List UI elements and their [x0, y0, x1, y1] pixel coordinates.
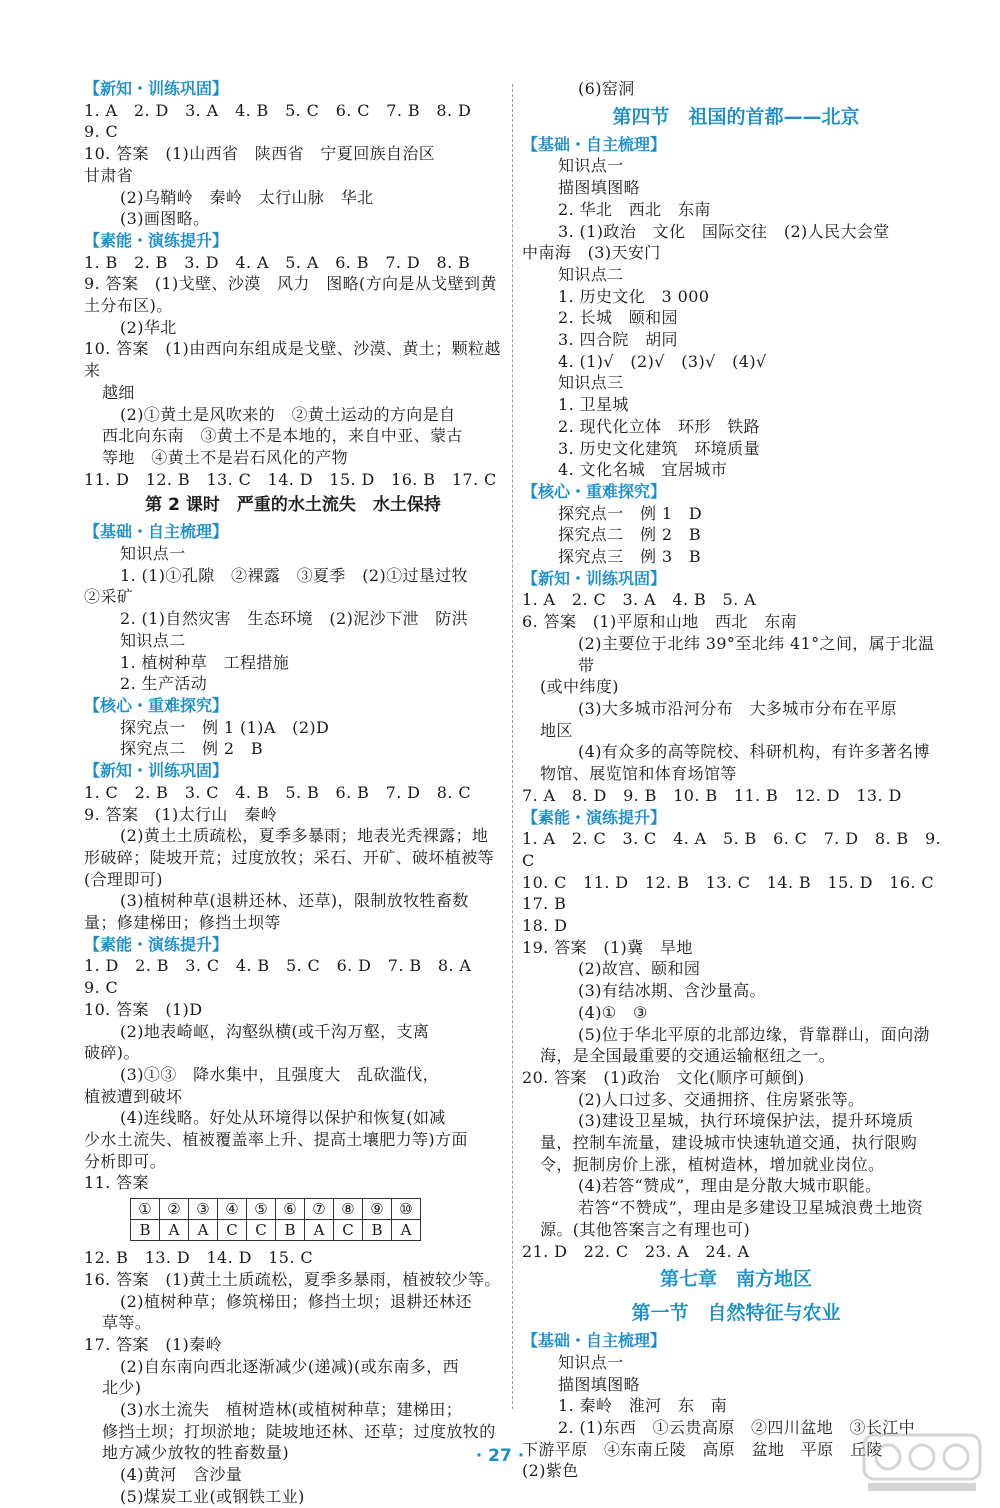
answer-line: 1. A 2. C 3. C 4. A 5. B 6. C 7. D 8. B 9. C — [522, 829, 947, 870]
answer-table-cell: C — [334, 1220, 363, 1241]
answer-line: (5)煤炭工业(或钢铁工业) — [120, 1486, 305, 1506]
answer-line: 2. 长城 颐和园 — [558, 308, 678, 328]
answer-line: (3)画图略。 — [120, 209, 210, 229]
answer-line: (合理即可) — [84, 869, 163, 889]
left-column — [84, 78, 502, 1508]
answer-table-cell: A — [189, 1220, 218, 1241]
answer-line: 中南海 (3)天安门 — [522, 243, 661, 263]
answer-table-cell: B — [131, 1220, 160, 1241]
answer-line: 9. 答案 (1)戈壁、沙漠 风力 图略(方向是从戈壁到黄 — [84, 274, 497, 294]
lesson-heading: 第 2 课时 严重的水土流失 水土保持 — [145, 495, 441, 516]
answer-line: (2)紫色 — [522, 1461, 579, 1481]
answer-line: 探究点二 例 2 B — [558, 525, 702, 545]
section-tag: 【核心・重难探究】 — [84, 695, 229, 715]
answer-line: (4)若答“赞成”，理由是分散大城市职能。 — [578, 1176, 882, 1196]
answer-line: 1. A 2. D 3. A 4. B 5. C 6. C 7. B 8. D 9. C — [84, 100, 488, 142]
answer-line: 知识点三 — [558, 373, 624, 393]
answer-table-cell: B — [363, 1220, 392, 1241]
section-tag: 【新知・训练巩固】 — [84, 79, 229, 98]
answer-line: 17. 答案 (1)秦岭 — [84, 1334, 222, 1354]
answer-line: 量；修建梯田；修挡土坝等 — [84, 913, 281, 933]
answer-line: (3)植树种草(退耕还林、还草)，限制放牧牲畜数 — [120, 891, 469, 911]
answer-line: 10. C 11. D 12. B 13. C 14. B 15. D 16. C 17. B — [522, 872, 951, 914]
answer-line: 6. 答案 (1)平原和山地 西北 东南 — [522, 612, 798, 632]
answer-table-cell: C — [247, 1220, 276, 1241]
answer-line: 1. D 2. B 3. C 4. B 5. C 6. D 7. B 8. A 9. C — [84, 956, 488, 998]
answer-line: 分析即可。 — [84, 1151, 167, 1171]
answer-line: 18. D — [522, 916, 568, 936]
chapter-heading: 第一节 自然特征与农业 — [631, 1302, 841, 1325]
answer-line: 2. (1)东西 ①云贵高原 ②四川盆地 ③长江中 — [558, 1418, 916, 1438]
answer-line: 西北向东南 ③黄土不是本地的，来自中亚、蒙古 — [102, 426, 463, 446]
answer-line: 越细 — [102, 382, 135, 402]
right-column — [522, 78, 950, 1482]
answer-table-cell: A — [392, 1220, 421, 1241]
answer-table-cell: ⑦ — [305, 1199, 334, 1220]
answer-table-cell: ① — [131, 1199, 160, 1220]
section-tag: 【素能・演练提升】 — [84, 230, 229, 250]
answer-line: (3)建设卫星城，执行环境保护法，提升环境质 — [578, 1111, 914, 1131]
answer-line: (5)位于华北平原的北部边缘，背靠群山，面向渤 — [578, 1024, 930, 1044]
chapter-heading: 第四节 祖国的首都——北京 — [612, 105, 860, 128]
answer-line: 令，扼制房价上涨，植树造林，增加就业岗位。 — [540, 1154, 885, 1174]
answer-line: (3)水土流失 植树造林(或植树种草；建梯田； — [120, 1400, 463, 1420]
answer-line: 11. 答案 — [84, 1173, 149, 1193]
answer-line: 探究点一 例 1 (1)A (2)D — [120, 717, 330, 737]
column-divider — [512, 84, 513, 1409]
answer-line: 3. 四合院 胡同 — [558, 330, 678, 350]
answer-line: 地区 — [540, 720, 573, 740]
answer-line: 探究点二 例 2 B — [120, 739, 264, 759]
answer-line: (2)黄土土质疏松，夏季多暴雨；地表光秃裸露；地 — [120, 826, 489, 846]
answer-line: (2)人口过多、交通拥挤、住房紧张等。 — [578, 1089, 865, 1109]
answer-line: 2. 生产活动 — [120, 674, 208, 694]
answer-line: 2. 华北 西北 东南 — [558, 199, 711, 219]
answer-table-row — [131, 1220, 421, 1241]
answer-line: 知识点一 — [120, 544, 186, 564]
answer-table-cell: ④ — [218, 1199, 247, 1220]
answer-table-cell: ⑥ — [276, 1199, 305, 1220]
answer-line: 1. C 2. B 3. C 4. B 5. B 6. B 7. D 8. C — [84, 782, 471, 802]
answer-line: 3. (1)政治 文化 国际交往 (2)人民大会堂 — [558, 221, 890, 241]
answer-line: 植被遭到破坏 — [84, 1086, 183, 1106]
section-tag: 【新知・训练巩固】 — [522, 568, 667, 588]
answer-line: 探究点三 例 3 B — [558, 547, 702, 567]
answer-line: 知识点二 — [120, 630, 186, 650]
answer-line: 1. A 2. C 3. A 4. B 5. A — [522, 590, 757, 610]
answer-line: (3)有结冰期、含沙量高。 — [578, 981, 766, 1001]
answer-line: 10. 答案 (1)由西向东组成是戈壁、沙漠、黄土；颗粒越来 — [84, 339, 501, 381]
answer-line: (2)①黄土是风吹来的 ②黄土运动的方向是自 — [120, 404, 456, 424]
answer-line: (2)地表崎岖，沟壑纵横(或千沟万壑，支离 — [120, 1021, 430, 1041]
answer-line: 1. (1)①孔隙 ②裸露 ③夏季 (2)①过垦过牧 — [120, 565, 469, 585]
answer-line: 甘肃省 — [84, 165, 134, 185]
answer-line: 海，是全国最重要的交通运输枢纽之一。 — [540, 1046, 836, 1066]
answer-line: 1. 卫星城 — [558, 395, 629, 415]
answer-line: 知识点二 — [558, 264, 624, 284]
answer-line: 等地 ④黄土不是岩石风化的产物 — [102, 447, 349, 467]
answer-table-header — [131, 1199, 421, 1220]
answer-line: 12. B 13. D 14. D 15. C — [84, 1248, 313, 1268]
answer-line: 21. D 22. C 23. A 24. A — [522, 1241, 750, 1261]
answer-line: 探究点一 例 1 D — [558, 503, 703, 523]
answer-line: 草等。 — [102, 1313, 152, 1333]
answer-table-cell: ⑧ — [334, 1199, 363, 1220]
answer-line: (2)自东南向西北逐渐减少(递减)(或东南多，西 — [120, 1356, 459, 1376]
answer-line: 2. (1)自然灾害 生态环境 (2)泥沙下泄 防洪 — [120, 609, 469, 629]
answer-line: 1. B 2. B 3. D 4. A 5. A 6. B 7. D 8. B — [84, 252, 471, 272]
answer-line: 20. 答案 (1)政治 文化(顺序可颠倒) — [522, 1067, 805, 1087]
answer-line: 1. 秦岭 淮河 东 南 — [558, 1396, 728, 1416]
answer-line: 描图填图略 — [558, 1374, 641, 1394]
answer-line: 4. (1)√ (2)√ (3)√ (4)√ — [558, 351, 767, 371]
answer-line: (2)华北 — [120, 317, 177, 337]
section-tag: 【素能・演练提升】 — [84, 934, 229, 954]
answer-table-cell: A — [305, 1220, 334, 1241]
section-tag: 【新知・训练巩固】 — [84, 761, 229, 781]
answer-line: 2. 现代化立体 环形 铁路 — [558, 416, 760, 436]
page-number: · 27 · — [475, 1446, 525, 1466]
answer-line: (2)植树种草；修筑梯田；修挡土坝；退耕还林还 — [120, 1291, 472, 1311]
answer-line: 19. 答案 (1)冀 旱地 — [522, 937, 693, 957]
answer-line: 1. 历史文化 3 000 — [558, 286, 710, 306]
answer-table-cell: ② — [160, 1199, 189, 1220]
answer-line: 量，控制车流量，建设城市快速轨道交通，执行限购 — [540, 1133, 918, 1153]
answer-line: 破碎)。 — [84, 1043, 140, 1063]
answer-line: 4. 文化名城 宜居城市 — [558, 460, 728, 480]
answer-line: 物馆、展览馆和体育场馆等 — [540, 764, 737, 784]
answer-line: (4)连线略。好处从环境得以保护和恢复(如减 — [120, 1108, 446, 1128]
answer-table-cell: ⑩ — [392, 1199, 421, 1220]
answer-line: 11. D 12. B 13. C 14. D 15. D 16. B 17. C — [84, 469, 497, 489]
answer-line: 10. 答案 (1)D — [84, 999, 203, 1019]
chapter-heading: 第七章 南方地区 — [659, 1268, 812, 1291]
answer-line: 土分布区)。 — [84, 296, 173, 316]
answer-line: 10. 答案 (1)山西省 陕西省 宁夏回族自治区 — [84, 144, 436, 164]
answer-line: 7. A 8. D 9. B 10. B 11. B 12. D 13. D — [522, 785, 902, 805]
answer-table-cell: ⑤ — [247, 1199, 276, 1220]
answer-line: (2)主要位于北纬 39°至北纬 41°之间，属于北温带 — [578, 633, 935, 675]
answer-line: (3)大多城市沿河分布 大多城市分布在平原 — [578, 698, 898, 718]
answer-line: 下游平原 ④东南丘陵 高原 盆地 平原 丘陵 — [522, 1439, 883, 1459]
answer-line: 若答“不赞成”，理由是多建设卫星城浪费土地资 — [578, 1198, 924, 1218]
answer-line: 少水土流失、植被覆盖率上升、提高土壤肥力等)方面 — [84, 1130, 468, 1150]
answer-line: 形破碎；陡坡开荒；过度放牧；采石、开矿、破坏植被等 — [84, 847, 495, 867]
answer-line: 北少) — [102, 1378, 142, 1398]
answer-table-cell: ③ — [189, 1199, 218, 1220]
section-tag: 【核心・重难探究】 — [522, 481, 667, 501]
section-tag: 【基础・自主梳理】 — [522, 1331, 667, 1351]
answer-line: 源。(其他答案言之有理也可) — [540, 1219, 751, 1239]
answer-line: (2)乌鞘岭 秦岭 太行山脉 华北 — [120, 187, 374, 207]
answer-line: 知识点一 — [558, 1352, 624, 1372]
answer-line: (2)故宫、颐和园 — [578, 959, 701, 979]
answer-line: (4)黄河 含沙量 — [120, 1465, 243, 1485]
answer-line: (或中纬度) — [540, 677, 619, 697]
answer-table-cell: ⑨ — [363, 1199, 392, 1220]
watermark-logo — [858, 1427, 986, 1495]
answer-table — [130, 1198, 421, 1241]
answer-line: 描图填图略 — [558, 178, 641, 198]
answer-table-cell: A — [160, 1220, 189, 1241]
answer-line: 3. 历史文化建筑 环境质量 — [558, 438, 760, 458]
answer-line: 1. 植树种草 工程措施 — [120, 652, 290, 672]
section-tag: 【基础・自主梳理】 — [84, 522, 229, 542]
answer-line: 16. 答案 (1)黄土土质疏松，夏季多暴雨，植被较少等。 — [84, 1269, 501, 1289]
answer-table-cell: B — [276, 1220, 305, 1241]
answer-line: 修挡土坝；打坝淤地；陡坡地还林、还草；过度放牧的 — [102, 1421, 496, 1441]
answer-line: (4)有众多的高等院校、科研机构，有许多著名博 — [578, 742, 930, 762]
answer-line: 知识点一 — [558, 156, 624, 176]
answer-line: ②采矿 — [84, 587, 134, 607]
answer-line: 地方减少放牧的牲畜数量) — [102, 1443, 290, 1463]
answer-line: (3)①③ 降水集中，且强度大 乱砍滥伐， — [120, 1064, 440, 1084]
section-tag: 【基础・自主梳理】 — [522, 134, 667, 154]
answer-line: (6)窑洞 — [578, 79, 635, 98]
answer-line: (4)① ③ — [578, 1002, 648, 1022]
section-tag: 【素能・演练提升】 — [522, 807, 667, 827]
answer-table-cell: C — [218, 1220, 247, 1241]
answer-line: 9. 答案 (1)太行山 秦岭 — [84, 804, 278, 824]
